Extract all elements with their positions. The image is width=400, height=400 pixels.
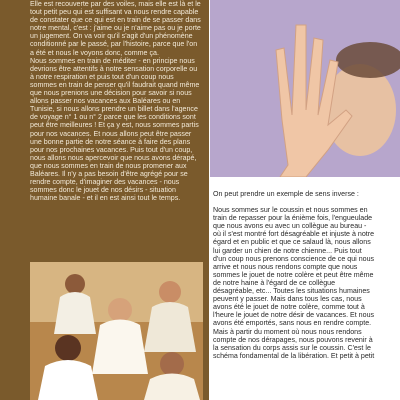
- right-column-text: [213, 190, 375, 360]
- meditation-group-photo: [30, 262, 203, 400]
- left-paragraph-1: Elle est recouverte par des voiles, mais elle est là et le tout petit peu qui est suffisant va nous rendre capable de constater que ce qui est en train de se passer dans notre mental, c'est : j'aime ou je n'aime pas ou je porte un jugement. On va voir qu'il s'agit d'un phénomène conditionné par le passé, par l'histoire, parce que l'on a été et nous le voyons donc, comme ça.: [30, 0, 201, 57]
- right-paragraph: Nous sommes sur le coussin et nous sommes en train de repasser pour la énième fois, l'engueulade que nous avons eu avec un collègue au bureau - où il s'est montré fort désagréable et injuste à notre égard et en public et que ce salaud là, nous allons lui garder un chien de notre chienne... Puis tout d'un coup nous prenons conscience de ce qui nous arrive et nous nous rendons compte que nous sommes le jouet de notre colère et peut être même de notre haine à l'égard de ce collègue désagréable, etc... Toutes les situations humaines peuvent y passer. Mais dans tous les cas, nous avons été le jouet de notre colère, comme tout à l'heure le jouet de notre désir de vacances. Et nous avons été emportés, sans nous en rendre compte. Mais à partir du moment où nous nous rendons compte de nos dérapages, nous pouvons revenir à la sensation du corps assis sur le coussin. C'est le schéma fondamental de la libération. Et petit à petit: [213, 206, 375, 360]
- meditation-hand-photo: [210, 0, 400, 177]
- right-caption: On peut prendre un exemple de sens inverse :: [213, 190, 359, 198]
- left-paragraph-2: Nous sommes en train de méditer - en principe nous devrions être attentifs à notre sensation corporelle ou à notre respiration et puis tout d'un coup nous sommes en train de penser qu'il faudrait quand même que nous prenions une décision pour savoir si nous allons passer nos vacances aux Baléares ou en Tunisie, si nous allons prendre un billet dans l'agence de voyage n° 1 ou n° 2 parce que les conditions sont peut être meilleures ! Et ça y est, nous sommes partis pour nos vacances. Et nous allons peut être passer une bonne partie de notre séance à faire des plans pour nos prochaines vacances. Puis tout d'un coup, nous allons nous apercevoir que nous avons dérapé, que nous sommes en train de nous promener aux Baléares. Il n'y a pas besoin d'être agrégé pour se rendre compte, d'imaginer des vacances - nous sommes donc le jouet de nos désirs - situation humaine banale - et il en est ainsi tout le temps.: [30, 56, 200, 203]
- left-column-text: [30, 0, 202, 202]
